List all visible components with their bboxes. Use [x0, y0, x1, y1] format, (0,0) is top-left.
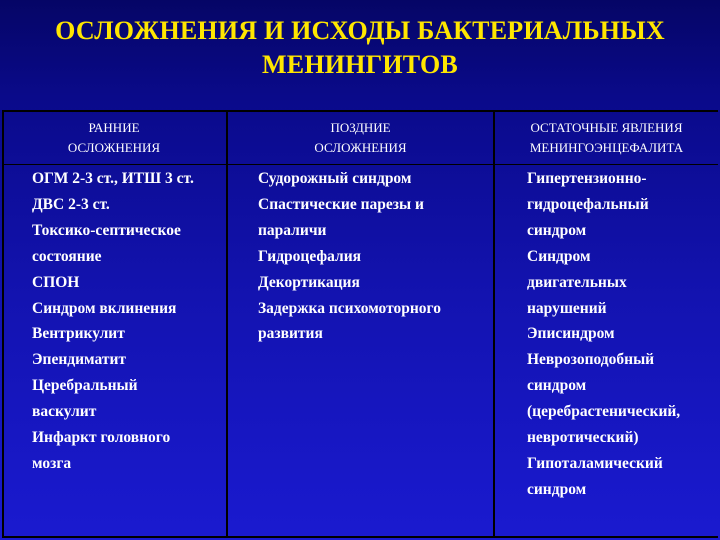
list-item: Церебральный: [32, 377, 138, 395]
list-item: СПОН: [32, 273, 80, 291]
list-item: Гипоталамический: [527, 454, 663, 472]
header-line: ОСТАТОЧНЫЕ ЯВЛЕНИЯ: [530, 120, 683, 135]
list-item: Спастические парезы и: [258, 195, 424, 213]
list-item: нарушений: [527, 299, 607, 317]
list-item: Эпендиматит: [32, 351, 126, 369]
list-item: мозга: [32, 454, 72, 472]
list-item: Вентрикулит: [32, 325, 125, 343]
list-item: Гидроцефалия: [258, 247, 362, 265]
list-item: развития: [258, 325, 323, 343]
late-complications-list: [258, 166, 441, 347]
header-late-complications: [228, 118, 493, 158]
list-item: гидроцефальный: [527, 195, 649, 213]
list-item: Синдром: [527, 247, 591, 265]
list-item: васкулит: [32, 403, 97, 421]
header-line: ПОЗДНИЕ: [330, 120, 391, 135]
slide-title-line-2: МЕНИНГИТОВ: [262, 50, 458, 79]
list-item: Инфаркт головного: [32, 429, 171, 447]
list-item: Декортикация: [258, 273, 360, 291]
header-divider: [2, 164, 718, 165]
list-item: двигательных: [527, 273, 627, 291]
slide-title: [0, 14, 720, 82]
list-item: состояние: [32, 247, 102, 265]
list-item: (церебрастенический,: [527, 403, 681, 421]
slide-title-line-1: ОСЛОЖНЕНИЯ И ИСХОДЫ БАКТЕРИАЛЬНЫХ: [55, 16, 665, 45]
list-item: синдром: [527, 221, 587, 239]
list-item: Задержка психомоторного: [258, 299, 441, 317]
list-item: Эписиндром: [527, 325, 615, 343]
list-item: невротический): [527, 429, 639, 447]
list-item: ДВС 2-3 ст.: [32, 195, 110, 213]
column-divider-2: [493, 110, 495, 538]
list-item: синдром: [527, 480, 587, 498]
list-item: Неврозоподобный: [527, 351, 655, 369]
residual-effects-list: [527, 166, 680, 503]
list-item: ОГМ 2-3 ст., ИТШ 3 ст.: [32, 170, 194, 187]
list-item: параличи: [258, 221, 327, 239]
column-divider-1: [226, 110, 228, 538]
list-item: Токсико-септическое: [32, 221, 181, 239]
list-item: Судорожный синдром: [258, 170, 412, 187]
list-item: синдром: [527, 377, 587, 395]
header-line: РАННИЕ: [88, 120, 140, 135]
header-residual-effects: [495, 118, 718, 158]
header-line: ОСЛОЖНЕНИЯ: [314, 140, 407, 155]
early-complications-list: [32, 166, 194, 477]
list-item: Синдром вклинения: [32, 299, 177, 317]
list-item: Гипертензионно-: [527, 170, 647, 187]
header-line: МЕНИНГОЭНЦЕФАЛИТА: [529, 140, 684, 155]
header-early-complications: [2, 118, 226, 158]
header-line: ОСЛОЖНЕНИЯ: [67, 140, 161, 155]
